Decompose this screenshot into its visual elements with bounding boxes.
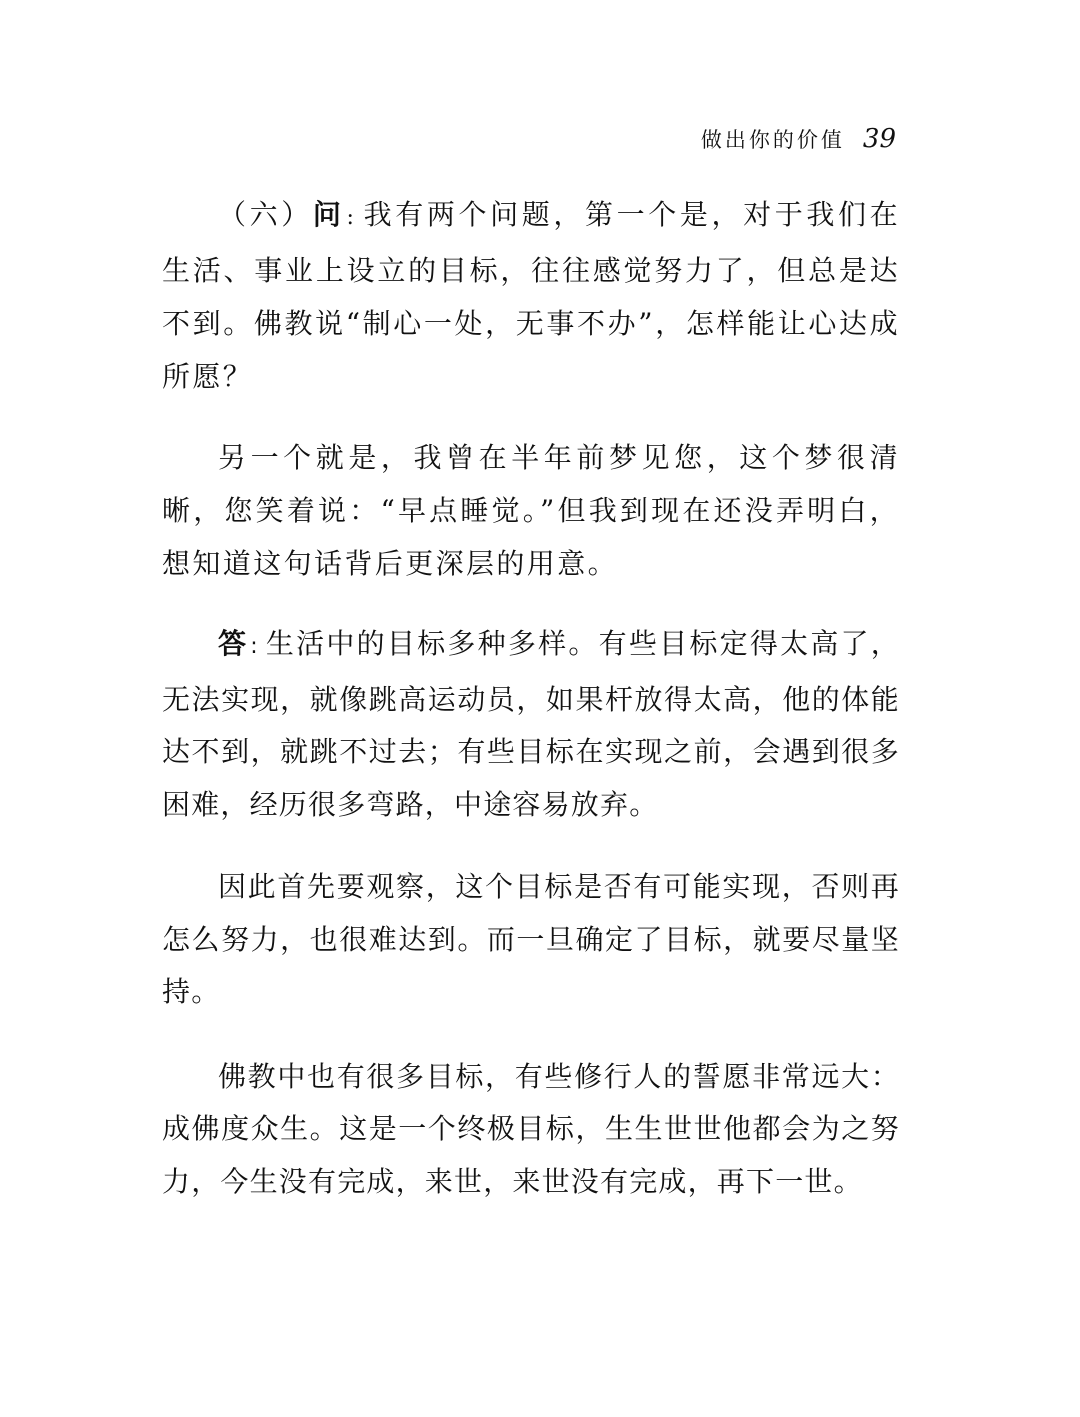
body-text [162,188,900,1208]
running-title: 做出你的价值 [700,128,845,152]
question-number-label: （六） [218,198,313,231]
answer-separator: : [250,634,259,659]
running-header [701,124,896,154]
answer-text-1: 生活中的目标多种多样。有些目标定得太高了，无法实现，就像跳高运动员，如果杆放得太高，他的体能达不到，就跳不过去；有些目标在实现之前，会遇到很多困难，经历很多弯路，中途容易放弃。 [162,627,901,821]
answer-paragraph-2: 因此首先要观察，这个目标是否有可能实现，否则再怎么努力，也很难达到。而一旦确定了目标，就要尽量坚持。 [162,870,900,1008]
question-text-1: 我有两个问题，第一个是，对于我们在生活、事业上设立的目标，往往感觉努力了，但总是达不到。佛教说“制心一处，无事不办”，怎样能让心达成所愿？ [162,198,901,393]
question-separator: : [346,205,357,230]
question-paragraph-1 [162,188,900,403]
question-marker: 问 [312,198,345,231]
question-paragraph-2: 另一个就是，我曾在半年前梦见您，这个梦很清晰，您笑着说：“早点睡觉。”但我到现在还没弄明白，想知道这句话背后更深层的用意。 [162,441,900,580]
page-number: 39 [862,124,896,154]
answer-marker: 答 [218,627,249,660]
answer-paragraph-1 [162,618,900,831]
answer-paragraph-3: 佛教中也有很多目标，有些修行人的誓愿非常远大：成佛度众生。这是一个终极目标，生生世世他都会为之努力，今生没有完成，来世，来世没有完成，再下一世。 [162,1059,900,1198]
